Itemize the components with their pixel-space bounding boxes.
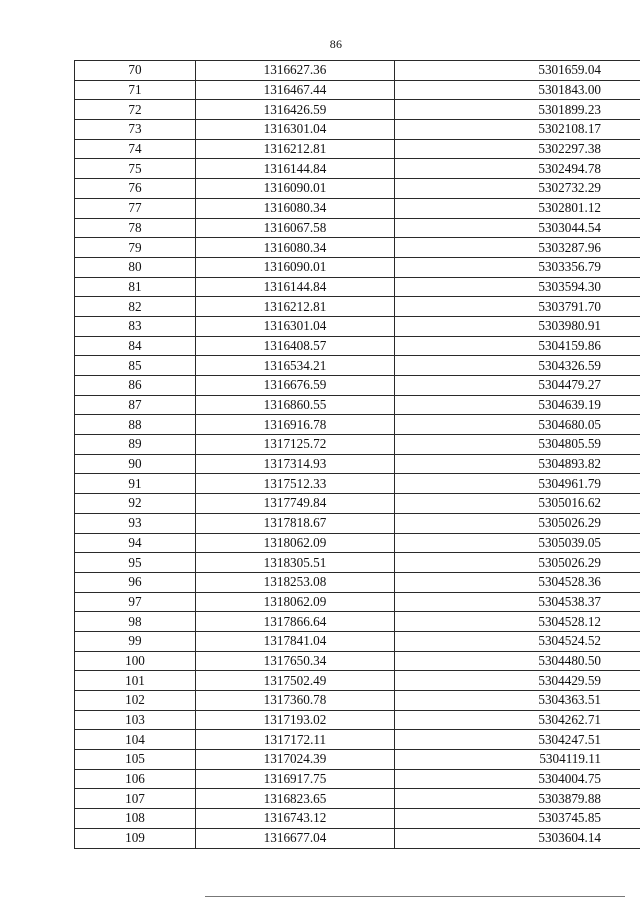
x-coordinate-cell: 1316144.84 bbox=[196, 277, 395, 297]
x-coordinate-cell: 1317512.33 bbox=[196, 474, 395, 494]
y-coordinate-cell: 5303044.54 bbox=[395, 218, 640, 238]
y-coordinate-cell: 5304262.71 bbox=[395, 710, 640, 730]
table-row bbox=[75, 80, 640, 100]
point-number-cell: 79 bbox=[75, 238, 196, 258]
point-number-cell: 92 bbox=[75, 494, 196, 514]
point-number-cell: 73 bbox=[75, 120, 196, 140]
page-number: 86 bbox=[329, 37, 343, 51]
y-coordinate-cell: 5304159.86 bbox=[395, 336, 640, 356]
point-number-cell: 98 bbox=[75, 612, 196, 632]
table-row bbox=[75, 750, 640, 770]
x-coordinate-cell: 1316677.04 bbox=[196, 828, 395, 848]
y-coordinate-cell: 5304680.05 bbox=[395, 415, 640, 435]
point-number-cell: 107 bbox=[75, 789, 196, 809]
table-row bbox=[75, 198, 640, 218]
point-number-cell: 88 bbox=[75, 415, 196, 435]
y-coordinate-cell: 5301899.23 bbox=[395, 100, 640, 120]
x-coordinate-cell: 1316080.34 bbox=[196, 198, 395, 218]
x-coordinate-cell: 1317818.67 bbox=[196, 513, 395, 533]
coordinates-table bbox=[74, 60, 640, 849]
x-coordinate-cell: 1316301.04 bbox=[196, 120, 395, 140]
point-number-cell: 104 bbox=[75, 730, 196, 750]
table-row bbox=[75, 316, 640, 336]
x-coordinate-cell: 1316067.58 bbox=[196, 218, 395, 238]
table-row bbox=[75, 513, 640, 533]
y-coordinate-cell: 5304639.19 bbox=[395, 395, 640, 415]
y-coordinate-cell: 5304247.51 bbox=[395, 730, 640, 750]
point-number-cell: 105 bbox=[75, 750, 196, 770]
y-coordinate-cell: 5303980.91 bbox=[395, 316, 640, 336]
table-row bbox=[75, 533, 640, 553]
table-row bbox=[75, 139, 640, 159]
table-row bbox=[75, 592, 640, 612]
point-number-cell: 81 bbox=[75, 277, 196, 297]
y-coordinate-cell: 5303879.88 bbox=[395, 789, 640, 809]
table-row bbox=[75, 159, 640, 179]
point-number-cell: 74 bbox=[75, 139, 196, 159]
point-number-cell: 97 bbox=[75, 592, 196, 612]
point-number-cell: 72 bbox=[75, 100, 196, 120]
point-number-cell: 89 bbox=[75, 435, 196, 455]
x-coordinate-cell: 1317841.04 bbox=[196, 631, 395, 651]
y-coordinate-cell: 5303594.30 bbox=[395, 277, 640, 297]
x-coordinate-cell: 1316212.81 bbox=[196, 297, 395, 317]
x-coordinate-cell: 1316860.55 bbox=[196, 395, 395, 415]
point-number-cell: 70 bbox=[75, 61, 196, 81]
table-row bbox=[75, 710, 640, 730]
x-coordinate-cell: 1317866.64 bbox=[196, 612, 395, 632]
x-coordinate-cell: 1317749.84 bbox=[196, 494, 395, 514]
y-coordinate-cell: 5303745.85 bbox=[395, 809, 640, 829]
x-coordinate-cell: 1316426.59 bbox=[196, 100, 395, 120]
point-number-cell: 102 bbox=[75, 691, 196, 711]
table-row bbox=[75, 769, 640, 789]
y-coordinate-cell: 5305016.62 bbox=[395, 494, 640, 514]
y-coordinate-cell: 5304479.27 bbox=[395, 376, 640, 396]
table-row bbox=[75, 395, 640, 415]
y-coordinate-cell: 5303287.96 bbox=[395, 238, 640, 258]
y-coordinate-cell: 5303791.70 bbox=[395, 297, 640, 317]
x-coordinate-cell: 1316144.84 bbox=[196, 159, 395, 179]
x-coordinate-cell: 1318062.09 bbox=[196, 592, 395, 612]
x-coordinate-cell: 1316090.01 bbox=[196, 179, 395, 199]
x-coordinate-cell: 1316627.36 bbox=[196, 61, 395, 81]
point-number-cell: 82 bbox=[75, 297, 196, 317]
point-number-cell: 71 bbox=[75, 80, 196, 100]
y-coordinate-cell: 5303356.79 bbox=[395, 257, 640, 277]
x-coordinate-cell: 1316212.81 bbox=[196, 139, 395, 159]
x-coordinate-cell: 1316534.21 bbox=[196, 356, 395, 376]
table-row bbox=[75, 61, 640, 81]
point-number-cell: 78 bbox=[75, 218, 196, 238]
point-number-cell: 106 bbox=[75, 769, 196, 789]
point-number-cell: 94 bbox=[75, 533, 196, 553]
point-number-cell: 80 bbox=[75, 257, 196, 277]
x-coordinate-cell: 1317314.93 bbox=[196, 454, 395, 474]
y-coordinate-cell: 5304524.52 bbox=[395, 631, 640, 651]
y-coordinate-cell: 5304480.50 bbox=[395, 651, 640, 671]
point-number-cell: 95 bbox=[75, 553, 196, 573]
x-coordinate-cell: 1317125.72 bbox=[196, 435, 395, 455]
x-coordinate-cell: 1316743.12 bbox=[196, 809, 395, 829]
table-row bbox=[75, 612, 640, 632]
table-row bbox=[75, 257, 640, 277]
x-coordinate-cell: 1317024.39 bbox=[196, 750, 395, 770]
x-coordinate-cell: 1316301.04 bbox=[196, 316, 395, 336]
x-coordinate-cell: 1317172.11 bbox=[196, 730, 395, 750]
table-row bbox=[75, 631, 640, 651]
point-number-cell: 86 bbox=[75, 376, 196, 396]
table-row bbox=[75, 553, 640, 573]
y-coordinate-cell: 5302297.38 bbox=[395, 139, 640, 159]
table-row bbox=[75, 336, 640, 356]
coordinates-table-body bbox=[75, 61, 640, 849]
scan-edge-line bbox=[205, 896, 625, 897]
y-coordinate-cell: 5304119.11 bbox=[395, 750, 640, 770]
table-row bbox=[75, 356, 640, 376]
x-coordinate-cell: 1317502.49 bbox=[196, 671, 395, 691]
table-row bbox=[75, 238, 640, 258]
point-number-cell: 96 bbox=[75, 572, 196, 592]
point-number-cell: 91 bbox=[75, 474, 196, 494]
y-coordinate-cell: 5302494.78 bbox=[395, 159, 640, 179]
x-coordinate-cell: 1316467.44 bbox=[196, 80, 395, 100]
point-number-cell: 77 bbox=[75, 198, 196, 218]
table-row bbox=[75, 454, 640, 474]
x-coordinate-cell: 1318305.51 bbox=[196, 553, 395, 573]
y-coordinate-cell: 5301843.00 bbox=[395, 80, 640, 100]
point-number-cell: 76 bbox=[75, 179, 196, 199]
table-row bbox=[75, 828, 640, 848]
table-row bbox=[75, 376, 640, 396]
table-row bbox=[75, 277, 640, 297]
x-coordinate-cell: 1316917.75 bbox=[196, 769, 395, 789]
point-number-cell: 83 bbox=[75, 316, 196, 336]
y-coordinate-cell: 5302801.12 bbox=[395, 198, 640, 218]
point-number-cell: 84 bbox=[75, 336, 196, 356]
point-number-cell: 101 bbox=[75, 671, 196, 691]
table-row bbox=[75, 474, 640, 494]
y-coordinate-cell: 5304528.12 bbox=[395, 612, 640, 632]
x-coordinate-cell: 1318253.08 bbox=[196, 572, 395, 592]
y-coordinate-cell: 5304429.59 bbox=[395, 671, 640, 691]
y-coordinate-cell: 5304528.36 bbox=[395, 572, 640, 592]
point-number-cell: 93 bbox=[75, 513, 196, 533]
x-coordinate-cell: 1317193.02 bbox=[196, 710, 395, 730]
table-row bbox=[75, 671, 640, 691]
y-coordinate-cell: 5304363.51 bbox=[395, 691, 640, 711]
point-number-cell: 103 bbox=[75, 710, 196, 730]
point-number-cell: 99 bbox=[75, 631, 196, 651]
table-row bbox=[75, 179, 640, 199]
x-coordinate-cell: 1318062.09 bbox=[196, 533, 395, 553]
y-coordinate-cell: 5304004.75 bbox=[395, 769, 640, 789]
y-coordinate-cell: 5302732.29 bbox=[395, 179, 640, 199]
x-coordinate-cell: 1316090.01 bbox=[196, 257, 395, 277]
y-coordinate-cell: 5304805.59 bbox=[395, 435, 640, 455]
y-coordinate-cell: 5301659.04 bbox=[395, 61, 640, 81]
point-number-cell: 87 bbox=[75, 395, 196, 415]
x-coordinate-cell: 1316080.34 bbox=[196, 238, 395, 258]
table-row bbox=[75, 494, 640, 514]
point-number-cell: 108 bbox=[75, 809, 196, 829]
table-row bbox=[75, 415, 640, 435]
point-number-cell: 85 bbox=[75, 356, 196, 376]
point-number-cell: 100 bbox=[75, 651, 196, 671]
point-number-cell: 75 bbox=[75, 159, 196, 179]
table-row bbox=[75, 789, 640, 809]
x-coordinate-cell: 1316408.57 bbox=[196, 336, 395, 356]
y-coordinate-cell: 5304961.79 bbox=[395, 474, 640, 494]
x-coordinate-cell: 1316916.78 bbox=[196, 415, 395, 435]
table-row bbox=[75, 730, 640, 750]
y-coordinate-cell: 5304326.59 bbox=[395, 356, 640, 376]
x-coordinate-cell: 1317650.34 bbox=[196, 651, 395, 671]
y-coordinate-cell: 5305039.05 bbox=[395, 533, 640, 553]
y-coordinate-cell: 5305026.29 bbox=[395, 553, 640, 573]
y-coordinate-cell: 5305026.29 bbox=[395, 513, 640, 533]
table-row bbox=[75, 809, 640, 829]
y-coordinate-cell: 5304538.37 bbox=[395, 592, 640, 612]
x-coordinate-cell: 1316676.59 bbox=[196, 376, 395, 396]
x-coordinate-cell: 1316823.65 bbox=[196, 789, 395, 809]
point-number-cell: 109 bbox=[75, 828, 196, 848]
table-row bbox=[75, 572, 640, 592]
table-row bbox=[75, 691, 640, 711]
table-row bbox=[75, 435, 640, 455]
y-coordinate-cell: 5304893.82 bbox=[395, 454, 640, 474]
table-row bbox=[75, 297, 640, 317]
point-number-cell: 90 bbox=[75, 454, 196, 474]
table-row bbox=[75, 651, 640, 671]
table-row bbox=[75, 218, 640, 238]
table-row bbox=[75, 120, 640, 140]
table-row bbox=[75, 100, 640, 120]
y-coordinate-cell: 5303604.14 bbox=[395, 828, 640, 848]
y-coordinate-cell: 5302108.17 bbox=[395, 120, 640, 140]
x-coordinate-cell: 1317360.78 bbox=[196, 691, 395, 711]
